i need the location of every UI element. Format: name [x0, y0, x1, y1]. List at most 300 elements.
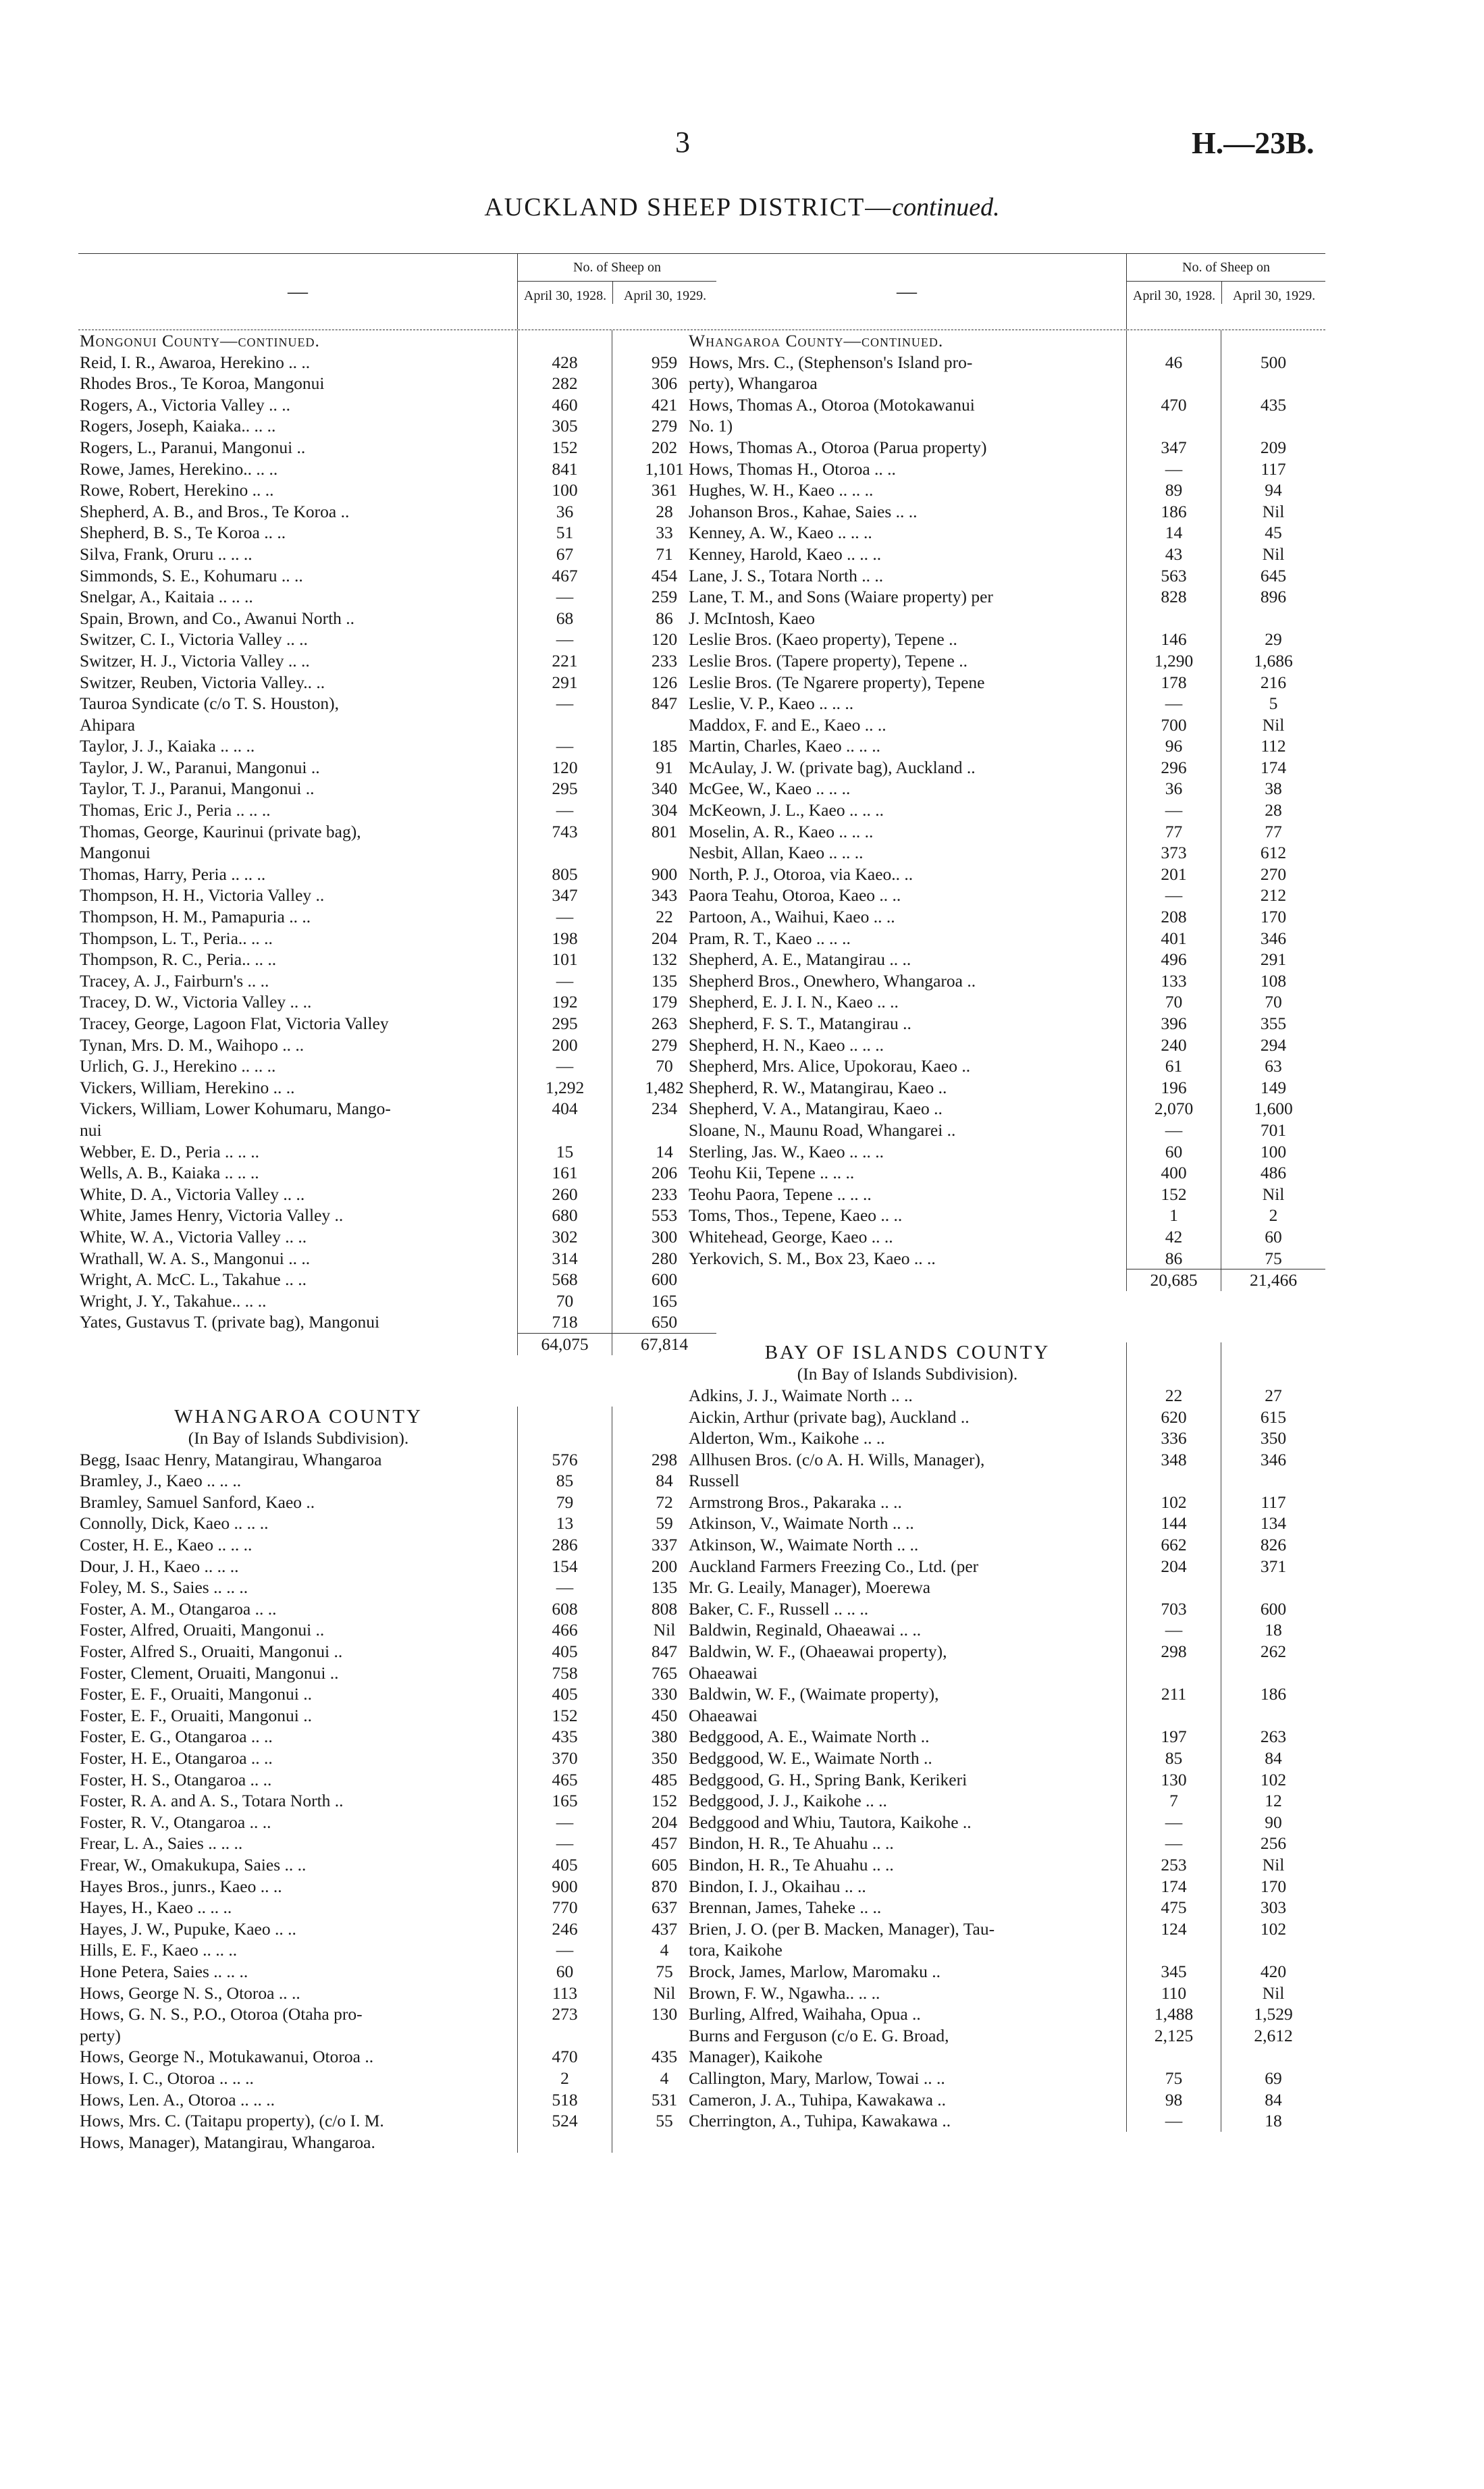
sheep-1928: — [517, 629, 612, 650]
sheep-1929: Nil [1221, 1983, 1325, 2004]
holder-name: Foster, R. A. and A. S., Totara North .. [80, 1791, 344, 1811]
sheep-1929: 216 [1221, 672, 1325, 693]
sheep-1928: 680 [517, 1205, 612, 1226]
holder-name: Bindon, H. R., Te Ahuahu .. .. [689, 1833, 894, 1854]
sheep-1928: 246 [517, 1918, 612, 1940]
holder-name: Hows, G. N. S., P.O., Otoroa (Otaha pro- [80, 2004, 363, 2024]
sheep-1928: 347 [517, 885, 612, 906]
sheep-1929: 350 [1221, 1427, 1325, 1449]
blank-cell [517, 1427, 612, 1449]
sheep-1929: 108 [1221, 970, 1325, 992]
sheep-1929: 330 [612, 1683, 716, 1705]
sheep-1929: 91 [612, 757, 716, 779]
holder-name: tora, Kaikohe [689, 1940, 783, 1960]
sheep-1928: 204 [1126, 1556, 1221, 1577]
sheep-1928: — [517, 693, 612, 714]
header-dash: — [288, 280, 308, 303]
holder-name: Tracey, D. W., Victoria Valley .. .. [80, 992, 312, 1012]
holder-name: Shepherd, Mrs. Alice, Upokorau, Kaeo .. [689, 1056, 971, 1076]
blank-cell [78, 1333, 517, 1355]
blank-cell [517, 330, 612, 352]
header-year-1928: April 30, 1928. [1132, 288, 1216, 303]
holder-name: Atkinson, W., Waimate North .. .. [689, 1535, 919, 1555]
sheep-1929: 38 [1221, 778, 1325, 800]
total-1929: 67,814 [612, 1333, 716, 1355]
holder-name: Bramley, Samuel Sanford, Kaeo .. [80, 1492, 315, 1512]
sheep-1929: 826 [1221, 1534, 1325, 1556]
sheep-1928: 260 [517, 1184, 612, 1205]
sheep-1928: — [1126, 800, 1221, 821]
holder-name: Wells, A. B., Kaiaka .. .. .. [80, 1163, 259, 1183]
holder-name: Shepherd, V. A., Matangirau, Kaeo .. [689, 1099, 943, 1119]
blank-cell [687, 1269, 1126, 1290]
sheep-1929: 84 [1221, 2089, 1325, 2111]
holder-name: Thompson, R. C., Peria.. .. .. [80, 949, 277, 970]
sheep-1929: 900 [612, 864, 716, 885]
whangaroa-continued-table [687, 330, 1325, 1291]
sheep-1928: 36 [1126, 778, 1221, 800]
sheep-1928: 101 [517, 949, 612, 970]
sheep-1928: 61 [1126, 1055, 1221, 1077]
holder-name: Foster, Alfred S., Oruaiti, Mangonui .. [80, 1642, 343, 1662]
header-year-1929: April 30, 1929. [1221, 282, 1326, 304]
sheep-1929: 90 [1221, 1812, 1325, 1833]
sheep-1928: 314 [517, 1248, 612, 1269]
holder-name: Foster, A. M., Otangaroa .. .. [80, 1598, 277, 1619]
sheep-1928: 86 [1126, 1248, 1221, 1269]
holder-name: Bramley, J., Kaeo .. .. .. [80, 1471, 242, 1491]
header-year-1929: April 30, 1929. [612, 282, 717, 304]
holder-name: Thompson, H. H., Victoria Valley .. [80, 885, 325, 906]
sheep-1929: 343 [612, 885, 716, 906]
holder-name: Dour, J. H., Kaeo .. .. .. [80, 1556, 239, 1576]
sheep-1928: 2,070 [1126, 1098, 1221, 1120]
sheep-1928: 110 [1126, 1983, 1221, 2004]
blank-cell [1221, 1363, 1325, 1385]
holder-name: Rhodes Bros., Te Koroa, Mangonui [80, 373, 325, 394]
sheep-1929: 134 [1221, 1513, 1325, 1534]
sheep-1929: 256 [1221, 1833, 1325, 1854]
holder-name: Hows, Len. A., Otoroa .. .. .. [80, 2089, 275, 2110]
sheep-1929: 14 [612, 1141, 716, 1163]
holder-name: Yerkovich, S. M., Box 23, Kaeo .. .. [689, 1248, 936, 1268]
sheep-1929: 2,612 [1221, 2025, 1325, 2047]
sheep-1929: 102 [1221, 1918, 1325, 1940]
holder-name: Thomas, Eric J., Peria .. .. .. [80, 800, 271, 820]
page-title [0, 192, 1484, 222]
sheep-1928: 465 [517, 1769, 612, 1791]
sheep-count-header [1126, 254, 1325, 330]
sheep-1928: 85 [1126, 1748, 1221, 1769]
holder-name: Tracey, A. J., Fairburn's .. .. [80, 970, 269, 991]
sheep-1929: 204 [612, 1812, 716, 1833]
sheep-1929: 421 [612, 394, 716, 416]
sheep-1928: 46 [1126, 352, 1221, 373]
sheep-1928: — [517, 800, 612, 821]
sheep-1928: 336 [1126, 1427, 1221, 1449]
sheep-1928: 467 [517, 565, 612, 587]
sheep-1929: 132 [612, 949, 716, 970]
section-title: Whangaroa County—continued. [689, 331, 944, 350]
holder-name: Kenney, Harold, Kaeo .. .. .. [689, 544, 882, 564]
sheep-1929: 185 [612, 735, 716, 757]
sheep-1928: 428 [517, 352, 612, 373]
sheep-1928: 192 [517, 991, 612, 1013]
sheep-1928: 370 [517, 1748, 612, 1769]
sheep-1928: — [517, 735, 612, 757]
sheep-1929: 645 [1221, 565, 1325, 587]
sheep-1928: — [517, 1055, 612, 1077]
sheep-1929: Nil [1221, 544, 1325, 565]
sheep-1928: 197 [1126, 1726, 1221, 1748]
sheep-1928: 198 [517, 928, 612, 949]
sheep-1928: 568 [517, 1269, 612, 1290]
sheep-1929 [1221, 608, 1325, 629]
holder-name: Coster, H. E., Kaeo .. .. .. [80, 1535, 253, 1555]
sheep-1928: 85 [517, 1470, 612, 1492]
holder-name: Martin, Charles, Kaeo .. .. .. [689, 736, 880, 756]
holder-name: Sloane, N., Maunu Road, Whangarei .. [689, 1120, 956, 1140]
sheep-1928: 743 [517, 821, 612, 843]
sheep-1929: 553 [612, 1205, 716, 1226]
sheep-1928: 196 [1126, 1077, 1221, 1099]
holder-name: Connolly, Dick, Kaeo .. .. .. [80, 1513, 269, 1534]
sheep-1928: 475 [1126, 1897, 1221, 1918]
holder-name: Pram, R. T., Kaeo .. .. .. [689, 928, 851, 948]
holder-name: Switzer, C. I., Victoria Valley .. .. [80, 629, 308, 650]
holder-name: Hows, Mrs. C., (Stephenson's Island pro- [689, 352, 973, 372]
holder-name: Switzer, Reuben, Victoria Valley.. .. [80, 672, 325, 692]
sheep-1928: 2 [517, 2068, 612, 2089]
holder-name: Hows, George N., Motukawanui, Otoroa .. [80, 2047, 374, 2067]
sheep-1929: 234 [612, 1098, 716, 1120]
holder-name: Hayes, J. W., Pupuke, Kaeo .. .. [80, 1918, 296, 1939]
holder-name: Adkins, J. J., Waimate North .. .. [689, 1385, 913, 1405]
sheep-1929: 600 [612, 1269, 716, 1290]
holder-name: Maddox, F. and E., Kaeo .. .. [689, 714, 886, 735]
sheep-1928: 200 [517, 1034, 612, 1056]
sheep-1928: — [517, 1812, 612, 1833]
sheep-1929: 263 [612, 1013, 716, 1034]
sheep-1928: 662 [1126, 1534, 1221, 1556]
sheep-1929: 70 [612, 1055, 716, 1077]
sheep-1928: 124 [1126, 1918, 1221, 1940]
sheep-1929: Nil [1221, 501, 1325, 523]
sheep-1929: 149 [1221, 1077, 1325, 1099]
sheep-1929: 600 [1221, 1598, 1325, 1620]
holder-name: Mangonui [80, 843, 151, 863]
holder-name: Shepherd, R. W., Matangirau, Kaeo .. [689, 1077, 947, 1097]
holder-name: Vickers, William, Herekino .. .. [80, 1077, 295, 1097]
sheep-1929 [612, 2132, 716, 2153]
sheep-1929: 350 [612, 1748, 716, 1769]
sheep-1929: 701 [1221, 1120, 1325, 1141]
holder-name: Thompson, L. T., Peria.. .. .. [80, 928, 273, 948]
sheep-1929: 1,482 [612, 1077, 716, 1099]
holder-name: perty) [80, 2025, 121, 2045]
sheep-1929: 165 [612, 1290, 716, 1312]
sheep-1929: 1,600 [1221, 1098, 1325, 1120]
holder-name: Urlich, G. J., Herekino .. .. .. [80, 1056, 276, 1076]
sheep-1928: 608 [517, 1598, 612, 1620]
sheep-1928: — [517, 1939, 612, 1961]
holder-name: Yates, Gustavus T. (private bag), Mangonui [80, 1312, 380, 1332]
holder-name: Toms, Thos., Tepene, Kaeo .. .. [689, 1205, 903, 1226]
holder-name: Auckland Farmers Freezing Co., Ltd. (per [689, 1556, 979, 1576]
sheep-1928: 96 [1126, 735, 1221, 757]
sheep-1928: 298 [1126, 1641, 1221, 1662]
sheep-1928: 152 [1126, 1184, 1221, 1205]
sheep-1929: 808 [612, 1598, 716, 1620]
sheep-1928: 221 [517, 650, 612, 672]
sheep-1929: 304 [612, 800, 716, 821]
sheep-1928: 14 [1126, 522, 1221, 544]
holder-name: Rogers, A., Victoria Valley .. .. [80, 394, 290, 415]
sheep-1928: 186 [1126, 501, 1221, 523]
holder-name: Lane, T. M., and Sons (Waiare property) per [689, 587, 993, 607]
sheep-1929: 77 [1221, 821, 1325, 843]
sheep-1929: 135 [612, 970, 716, 992]
sheep-1929: 280 [612, 1248, 716, 1269]
sheep-1929: 303 [1221, 1897, 1325, 1918]
sheep-1928: 98 [1126, 2089, 1221, 2111]
holder-name: Bindon, I. J., Okaihau .. .. [689, 1876, 866, 1896]
sheep-1929: 457 [612, 1833, 716, 1854]
total-1928: 20,685 [1126, 1269, 1221, 1291]
sheep-1929: 86 [612, 608, 716, 629]
sheep-1928: 70 [517, 1290, 612, 1312]
sheep-1928: 345 [1126, 1961, 1221, 1983]
sheep-1928: 75 [1126, 2068, 1221, 2089]
holder-name: Foley, M. S., Saies .. .. .. [80, 1577, 248, 1598]
sheep-1928: 178 [1126, 672, 1221, 693]
sheep-1929: 59 [612, 1513, 716, 1534]
sheep-1928 [1126, 1470, 1221, 1492]
sheep-1928: 404 [517, 1098, 612, 1120]
sheep-1928: 70 [1126, 991, 1221, 1013]
sheep-1929: 84 [612, 1470, 716, 1492]
sheep-1929: 18 [1221, 2110, 1325, 2132]
holder-name: Shepherd, A. E., Matangirau .. .. [689, 949, 911, 970]
sheep-1928: 22 [1126, 1385, 1221, 1407]
sheep-1928: 291 [517, 672, 612, 693]
page-number: 3 [675, 126, 690, 159]
sheep-1929: 117 [1221, 459, 1325, 480]
sheep-1928 [1126, 373, 1221, 394]
blank-cell [1221, 330, 1325, 352]
sheep-1929: 612 [1221, 842, 1325, 864]
sheep-1928: 524 [517, 2110, 612, 2132]
sheep-1929: 5 [1221, 693, 1325, 714]
holder-name: Partoon, A., Waihui, Kaeo .. .. [689, 907, 895, 927]
holder-name: Leslie Bros. (Te Ngarere property), Tepene [689, 672, 985, 692]
sheep-1928 [517, 1120, 612, 1141]
sheep-1929: 233 [612, 1184, 716, 1205]
sheep-1929: 279 [612, 415, 716, 437]
sheep-1929: 60 [1221, 1226, 1325, 1248]
sheep-1928: — [1126, 885, 1221, 906]
sheep-1928: 703 [1126, 1598, 1221, 1620]
sheep-1928: 286 [517, 1534, 612, 1556]
sheep-1929: 27 [1221, 1385, 1325, 1407]
sheep-1928: 400 [1126, 1162, 1221, 1184]
sheep-1928: 466 [517, 1619, 612, 1641]
sheep-1929: 206 [612, 1162, 716, 1184]
sheep-1928: 348 [1126, 1449, 1221, 1471]
holder-name: Begg, Isaac Henry, Matangirau, Whangaroa [80, 1449, 382, 1469]
sheep-1929: 605 [612, 1854, 716, 1876]
holder-name: Manager), Kaikohe [689, 2047, 823, 2067]
holder-name: Sterling, Jas. W., Kaeo .. .. .. [689, 1141, 884, 1161]
sheep-1929: 28 [1221, 800, 1325, 821]
sheep-1928: 42 [1126, 1226, 1221, 1248]
sheep-1929: 186 [1221, 1683, 1325, 1705]
sheep-1929: 204 [612, 928, 716, 949]
sheep-1928: 7 [1126, 1790, 1221, 1812]
sheep-1928: 718 [517, 1311, 612, 1333]
sheep-1928 [517, 714, 612, 736]
holder-name: Bedggood and Whiu, Tautora, Kaikohe .. [689, 1812, 972, 1832]
holder-name: Hughes, W. H., Kaeo .. .. .. [689, 480, 874, 500]
sheep-1929: 2 [1221, 1205, 1325, 1226]
holder-name: Snelgar, A., Kaitaia .. .. .. [80, 587, 253, 607]
title-main: AUCKLAND SHEEP DISTRICT— [484, 193, 893, 221]
sheep-1928: 201 [1126, 864, 1221, 885]
holder-name: Hayes, H., Kaeo .. .. .. [80, 1897, 232, 1918]
holder-name: J. McIntosh, Kaeo [689, 608, 815, 628]
header-group-label: No. of Sheep on [1127, 254, 1325, 282]
sheep-1928: — [517, 586, 612, 608]
total-1928: 64,075 [517, 1333, 612, 1355]
holder-name: Hows, Thomas H., Otoroa .. .. [689, 459, 896, 479]
sheep-1928: 758 [517, 1662, 612, 1684]
sheep-1928: — [1126, 459, 1221, 480]
holder-name: Hows, George N. S., Otoroa .. .. [80, 1983, 300, 2003]
sheep-1928 [517, 2132, 612, 2153]
sheep-1929: 84 [1221, 1748, 1325, 1769]
holder-name: Nesbit, Allan, Kaeo .. .. .. [689, 843, 864, 863]
header-group-label: No. of Sheep on [518, 254, 716, 282]
sheep-1928: 154 [517, 1556, 612, 1577]
sheep-1928: 405 [517, 1641, 612, 1662]
sheep-1929: 102 [1221, 1769, 1325, 1791]
sheep-1928: 208 [1126, 906, 1221, 928]
sheep-1929: 212 [1221, 885, 1325, 906]
sheep-1929: 55 [612, 2110, 716, 2132]
section-subtitle: (In Bay of Islands Subdivision). [188, 1428, 409, 1448]
sheep-1929 [1221, 1662, 1325, 1684]
sheep-1928: 152 [517, 1705, 612, 1727]
blank-cell [1126, 330, 1221, 352]
sheep-1929: Nil [1221, 1184, 1325, 1205]
left-table-header [78, 253, 716, 330]
sheep-1928: 253 [1126, 1854, 1221, 1876]
sheep-1929: 355 [1221, 1013, 1325, 1034]
sheep-1929: 126 [612, 672, 716, 693]
sheep-1928: 347 [1126, 437, 1221, 459]
sheep-1929: 112 [1221, 735, 1325, 757]
sheep-1929: 12 [1221, 1790, 1325, 1812]
holder-name: nui [80, 1120, 102, 1140]
holder-name: Cherrington, A., Tuhipa, Kawakawa .. [689, 2111, 951, 2131]
sheep-1929: 75 [612, 1961, 716, 1983]
holder-name: Bedggood, W. E., Waimate North .. [689, 1748, 932, 1768]
sheep-1928: 152 [517, 437, 612, 459]
sheep-1928: 36 [517, 501, 612, 523]
sheep-1929: 298 [612, 1449, 716, 1471]
holder-name: Hills, E. F., Kaeo .. .. .. [80, 1940, 238, 1960]
sheep-1929: 233 [612, 650, 716, 672]
sheep-1928 [1126, 2046, 1221, 2068]
sheep-1929: 174 [1221, 757, 1325, 779]
sheep-1928: 302 [517, 1226, 612, 1248]
holder-name: Foster, Clement, Oruaiti, Mangonui .. [80, 1662, 339, 1683]
sheep-1929: 1,101 [612, 459, 716, 480]
sheep-1929: 263 [1221, 1726, 1325, 1748]
header-dash: — [897, 280, 917, 303]
sheep-1929: 70 [1221, 991, 1325, 1013]
sheep-1928: — [1126, 1619, 1221, 1641]
holder-name: perty), Whangaroa [689, 373, 818, 394]
sheep-1929: 959 [612, 352, 716, 373]
sheep-1928: — [517, 970, 612, 992]
holder-name: Reid, I. R., Awaroa, Herekino .. .. [80, 352, 311, 372]
sheep-1929: 371 [1221, 1556, 1325, 1577]
sheep-1928: 296 [1126, 757, 1221, 779]
holder-name: Aickin, Arthur (private bag), Auckland .. [689, 1407, 970, 1427]
holder-name: Taylor, T. J., Paranui, Mangonui .. [80, 779, 315, 799]
holder-name: Shepherd, H. N., Kaeo .. .. .. [689, 1034, 884, 1055]
sheep-1929: 485 [612, 1769, 716, 1791]
sheep-1929 [1221, 1705, 1325, 1727]
blank-cell [1221, 1342, 1325, 1364]
title-continued: continued. [892, 193, 1000, 221]
sheep-1929: 847 [612, 1641, 716, 1662]
sheep-1929: Nil [1221, 714, 1325, 736]
sheep-1928: 405 [517, 1854, 612, 1876]
sheep-1929: 486 [1221, 1162, 1325, 1184]
holder-name: Allhusen Bros. (c/o A. H. Wills, Manager), [689, 1449, 985, 1469]
holder-name: Shepherd, E. J. I. N., Kaeo .. .. [689, 992, 899, 1012]
sheep-1928: 841 [517, 459, 612, 480]
sheep-1928: 563 [1126, 565, 1221, 587]
sheep-1929: 500 [1221, 352, 1325, 373]
holder-name: Bindon, H. R., Te Ahuahu .. .. [689, 1854, 894, 1875]
sheep-1928: 273 [517, 2003, 612, 2025]
holder-name: Paora Teahu, Otoroa, Kaeo .. .. [689, 885, 901, 906]
holder-name: Brennan, James, Taheke .. .. [689, 1897, 882, 1918]
holder-name: Armstrong Bros., Pakaraka .. .. [689, 1492, 902, 1512]
sheep-1929: 361 [612, 479, 716, 501]
mongonui-table [78, 330, 716, 1355]
sheep-1929: 870 [612, 1876, 716, 1897]
sheep-1929: 120 [612, 629, 716, 650]
header-year-1928: April 30, 1928. [523, 288, 607, 303]
holder-name: No. 1) [689, 416, 733, 436]
sheep-1928: 576 [517, 1449, 612, 1471]
holder-name: Burling, Alfred, Waihaha, Opua .. [689, 2004, 921, 2024]
holder-name: McAulay, J. W. (private bag), Auckland .. [689, 757, 976, 777]
sheep-1929: 291 [1221, 949, 1325, 970]
blank-cell [1126, 1342, 1221, 1364]
sheep-1929: Nil [612, 1619, 716, 1641]
sheep-1928: 470 [1126, 394, 1221, 416]
sheep-1929: 179 [612, 991, 716, 1013]
sheep-1929: 1,529 [1221, 2003, 1325, 2025]
sheep-1928: 43 [1126, 544, 1221, 565]
sheep-1928 [1126, 1577, 1221, 1598]
holder-name: Teohu Paora, Tepene .. .. .. [689, 1184, 872, 1204]
